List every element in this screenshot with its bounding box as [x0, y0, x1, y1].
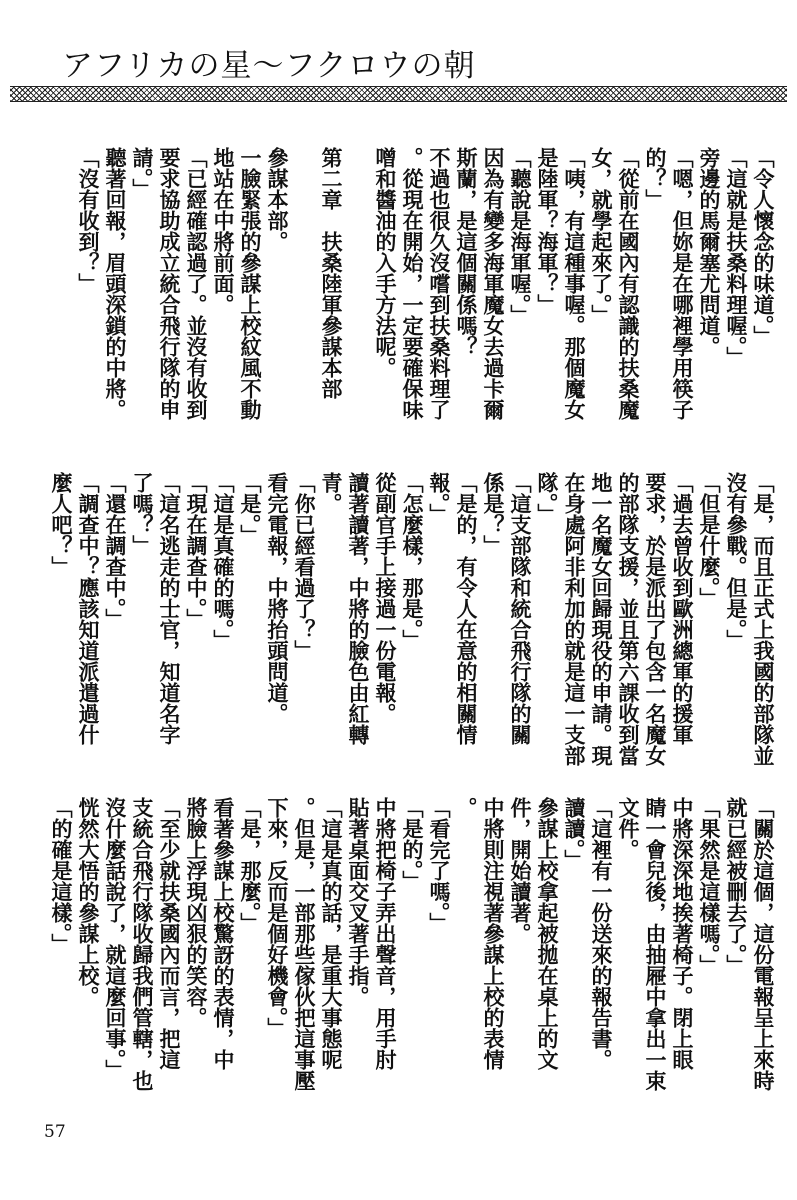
text-line: 。從現在開始，一定要確保味 [400, 147, 424, 420]
text-line: 睛一會兒後，由抽屜中拿出一束 [643, 797, 667, 1091]
text-line: 「你已經看過了？」 [292, 472, 316, 661]
text-line: 青。 [319, 472, 343, 514]
text-line: 「果然是這樣嗎。」 [697, 797, 721, 976]
text-line: 參謀上校拿起被拋在桌上的文 [535, 797, 559, 1070]
text-line: 「調查中？應該知道派遣過什 [76, 472, 100, 745]
text-line: 中將則注視著參謀上校的表情 [481, 797, 505, 1070]
text-line: 麼人吧？」 [49, 472, 73, 577]
text-line [290, 147, 317, 483]
text-line: 一臉緊張的參謀上校紋風不動 [238, 147, 262, 420]
text-line: 隊。」 [535, 472, 559, 525]
header-hatched-rule [10, 86, 787, 102]
text-line: 要求協助成立統合飛行隊的申 [157, 147, 181, 420]
text-line: 「但是什麼。」 [697, 472, 721, 609]
page-number: 57 [44, 1122, 66, 1142]
text-line: 參謀本部。 [265, 147, 289, 252]
text-line: 係是？」 [481, 472, 505, 556]
text-line: 支統合飛行隊收歸我們管轄，也 [130, 797, 154, 1091]
text-line: 「這裡有一份送來的報告書。 [589, 797, 613, 1070]
text-line: 「過去曾收到歐洲總軍的援軍 [670, 472, 694, 745]
text-line: 「聽說是海軍喔。」 [508, 147, 532, 326]
text-line: 看著參謀上校驚訝的表情，中 [211, 797, 235, 1070]
text-line: 請。」 [130, 147, 154, 200]
text-block-middle [38, 472, 776, 808]
text-line: 地一名魔女回歸現役的申請。現 [589, 472, 613, 766]
text-line: 「是。」 [238, 472, 262, 546]
text-line: 從副官手上接過一份電報。 [373, 472, 397, 724]
text-line: 的？」 [643, 147, 667, 210]
text-line: 「這名逃走的士官，知道名字 [157, 472, 181, 745]
text-line: 文件。 [616, 797, 640, 860]
text-line: 噌和醬油的入手方法呢。 [373, 147, 397, 378]
text-line: 地站在中將前面。 [211, 147, 235, 315]
text-line: 中將深深地挨著椅子。閉上眼 [670, 797, 694, 1070]
text-line: 第二章 扶桑陸軍參謀本部 [319, 147, 343, 399]
text-line: 斯蘭，是這個關係嗎？ [454, 147, 478, 357]
text-line: 「看完了嗎。」 [427, 797, 451, 934]
text-line: 「從前在國內有認識的扶桑魔 [616, 147, 640, 420]
text-line: 看完電報，中將抬頭問道。 [265, 472, 289, 724]
text-block-bottom [49, 797, 776, 1133]
text-line: 在身處阿非利加的就是這一支部 [562, 472, 586, 766]
text-line: 「已經確認過了。並沒有收到 [184, 147, 208, 420]
text-line: 因為有變多海軍魔女去過卡爾 [481, 147, 505, 420]
text-line: 「咦，有這種事喔。那個魔女 [562, 147, 586, 420]
text-line: 「怎麼樣，那是。」 [400, 472, 424, 651]
text-line: 要求，於是派出了包含一名魔女 [643, 472, 667, 766]
text-line: 「是，而且正式上我國的部隊並 [751, 472, 775, 766]
text-line: 恍然大悟的參謀上校。 [76, 797, 100, 1007]
text-line: 的部隊支援，並且第六課收到當 [616, 472, 640, 766]
text-line: 將臉上浮現凶狠的笑容。 [184, 797, 208, 1028]
text-line: 。 [454, 797, 478, 818]
text-line: 貼著桌面交叉著手指。 [346, 797, 370, 1007]
text-line: 聽著回報，眉頭深鎖的中將。 [103, 147, 127, 420]
text-line: 「這就是扶桑料理喔。」 [724, 147, 748, 368]
text-line: 「令人懷念的味道。」 [751, 147, 775, 347]
text-line: 女，就學起來了。」 [589, 147, 613, 326]
text-line: 讀著讀著，中將的臉色由紅轉 [346, 472, 370, 745]
text-line: 是陸軍？海軍？」 [535, 147, 559, 315]
text-line: 沒什麼話說了，就這麼回事。」 [103, 797, 127, 1081]
running-header-title: アフリカの星～フクロウの朝 [62, 48, 476, 84]
text-line: 「是的，有令人在意的相關情 [454, 472, 478, 745]
text-line: 「這支部隊和統合飛行隊的關 [508, 472, 532, 745]
text-line: 「這是真確的嗎。」 [211, 472, 235, 651]
text-line: 不過也很久沒嚐到扶桑料理了 [427, 147, 451, 420]
text-line [344, 147, 371, 483]
text-line: 「嗯，但妳是在哪裡學用筷子 [670, 147, 694, 420]
text-line: 「是的。」 [400, 797, 424, 892]
text-line: 「至少就扶桑國內而言，把這 [157, 797, 181, 1070]
text-block-top [66, 147, 776, 483]
text-line: 沒有參戰。但是。」 [724, 472, 748, 651]
text-line: 中將把椅子弄出聲音，用手肘 [373, 797, 397, 1070]
text-line: 件，開始讀著。 [508, 797, 532, 944]
text-line: 就已經被刪去了。」 [724, 797, 748, 976]
text-line: 旁邊的馬爾塞尤問道。 [697, 147, 721, 357]
text-line: 「這是真的話，是重大事態呢 [319, 797, 343, 1070]
text-line: 了嗎？」 [130, 472, 154, 556]
text-line: 「沒有收到？」 [76, 147, 100, 294]
text-line: 「現在調查中。」 [184, 472, 208, 630]
text-line: 「的確是這樣。」 [49, 797, 73, 955]
text-line: 下來，反而是個好機會。」 [265, 797, 289, 1039]
text-line: 「還在調查中。」 [103, 472, 127, 630]
text-line: 「關於這個，這份電報呈上來時 [751, 797, 775, 1091]
text-line: 。但是，一部那些傢伙把這事壓 [292, 797, 316, 1091]
text-line: 讀讀。」 [562, 797, 586, 871]
text-line: 「是，那麼。」 [238, 797, 262, 934]
text-line: 報。」 [427, 472, 451, 525]
